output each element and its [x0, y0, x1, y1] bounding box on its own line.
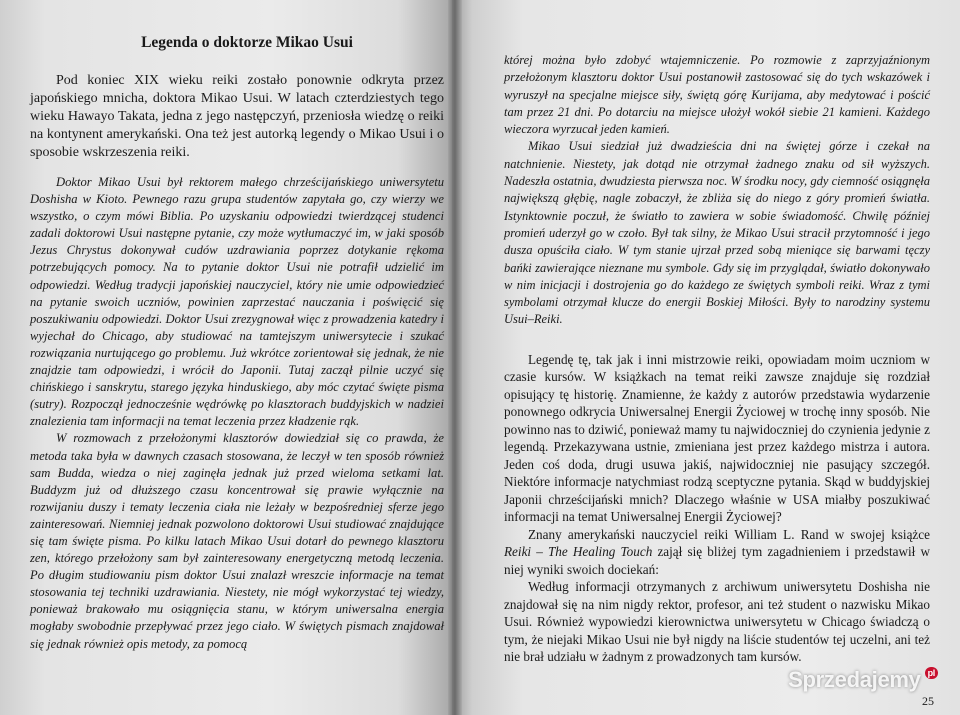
book-title-reference: Reiki – The Healing Touch [504, 544, 653, 560]
commentary-text-a: Znany amerykański nauczyciel reiki William L. Rand w swojej książce [528, 526, 930, 542]
section-gap [504, 329, 930, 351]
paragraph-gap [30, 162, 444, 174]
commentary-paragraph-1: Legendę tę, tak jak i inni mistrzowie reiki, opowiadam moim uczniom w czasie kursów. W książkach na temat reiki zawsze znajduje się rozdział opisujący tę historię. Znamienne, że każdy z autorów przedstawia wydarzenie ponownego odkrycia Uniwersalnej Energii Życiowej w trochę inny sposób. Nie powinno nas to dziwić, ponieważ mamy tu najwidoczniej do czynienia jedynie z legendą. Przekazywana ustnie, zmieniana jest przez każdego mistrza i autora. Jeden coś doda, drugi usuwa jakiś, najwidoczniej nie pasujący szczegół. Niektóre informacje natychmiast rodzą sceptyczne pytania. Skąd w buddyjskiej Japonii chrześcijański mnich? Dlaczego właśnie w USA miałby poszukiwać informacji na temat Uniwersalnej Energii Życiowej? [504, 351, 930, 525]
page-number: 25 [922, 694, 934, 708]
left-page [0, 0, 452, 715]
legend-paragraph-3: Mikao Usui siedział już dwadzieścia dni na świętej górze i czekał na natchnienie. Niestety, jak dotąd nie otrzymał żadnego znaku od sił wyższych. Nadeszła ostatnia, dwudziesta pierwsza noc. W środku nocy, gdy ciemność osiągnęła największą głębię, nagle zobaczył, że zbliża się do niego z góry promień światła. Istynktownie poczuł, że światło to zawiera w sobie świadomość. Chwilę później promień uderzył go w czoło. Był tak silny, że Mikao Usui stracił przytomność i jego dusza opuściła ciało. W tym stanie ujrzał przed sobą mieniące się barwami tęczy bańki zawierające nieznane mu symbole. Gdy się im przyglądał, światło dokonywało w nim inicjacji i dostrojenia go do każdego ze świętych symboli reiki. Wraz z tymi symbolami otrzymał klucze do energii Boskiej Miłości. Były to narodziny systemu Usui–Reiki. [504, 139, 930, 327]
book-spine-shadow [448, 0, 462, 715]
commentary-paragraph-3: Według informacji otrzymanych z archiwum uniwersytetu Doshisha nie znajdował się na nim nigdy rektor, profesor, ani też student o nazwisku Mikao Usui. Również wypowiedzi kierownictwa uniwersytetu w Chicago świadczą o tym, że niejaki Mikao Usui nie był nigdy na liście studentów tej uczelni, ani też nie brał udziału w żadnym z prowadzonych tam kursów. [504, 579, 930, 665]
legend-paragraph-1: Doktor Mikao Usui był rektorem małego chrześcijańskiego uniwersytetu Doshisha w Kioto. Pewnego razu grupa studentów zapytała go, czy wierzy we wszystko, o czym mówi Biblia. Po uzyskaniu odpowiedzi twierdzącej studenci zadali doktorowi Usui następne pytanie, czy może wytłumaczyć im, w jaki sposób Jezus Chrystus dokonywał cudów uzdrawiania poprzez dotykanie rękoma potrzebujących pomocy. Na to pytanie doktor Usui nie potrafił udzielić im odpowiedzi. Według tradycji japońskiej nauczyciel, który nie umie odpowiedzieć na pytanie swoich uczniów, powinien zaprzestać nauczania i poświęcić się poszukiwaniu odpowiedzi. Doktor Usui zrezygnował więc z prowadzenia katedry i wyjechał do Chicago, aby studiować na tamtejszym uniwersytecie i szukać rozwiązania nurtującego go problemu. Już wkrótce zorientował się jednak, że nie znajdzie tam odpowiedzi, i wrócił do Japonii. Tutaj zaczął pilnie uczyć się chińskiego i sanskrytu, starego języka hinduskiego, aby móc czytać święte pisma (sutry). Rozpoczął jednocześnie wędrówkę po klasztorach buddyjskich w nadziei znalezienia tam informacji na temat leczenia przez kładzenie rąk. [30, 175, 444, 429]
commentary-text-b: zajął się bliżej tym zagadnieniem i przedstawił w niej wyniki swoich dociekań: [504, 544, 930, 577]
intro-paragraph: Pod koniec XIX wieku reiki zostało ponownie odkryta przez japońskiego mnicha, doktora Mikao Usui. W latach czterdziestych tego wieku Hawayo Takata, jedna z jego następczyń, przeniosła wiedzę o reiki na kontynent amerykański. Ona też jest autorką legendy o Mikao Usui i o sposobie wskrzeszenia reiki. [30, 73, 444, 160]
legend-continuation: której można było zdobyć wtajemniczenie. Po rozmowie z zaprzyjaźnionym przełożonym klasztoru doktor Usui postanowił zastosować się do tych wskazówek i wyruszył na specjalne miejsce siły, świętą górę Kurijama, aby medytować i pościć tam przez 21 dni. Po dotarciu na miejsce ułożył wokół siebie 21 kamieni. Każdego wieczora wyrzucał jeden kamień. [504, 53, 930, 137]
legend-paragraph-2: W rozmowach z przełożonymi klasztorów dowiedział się co prawda, że metoda taka była w dawnych czasach stosowana, że leczył w ten sposób również sam Budda, wiedza o niej zaginęła jednak już przed wieloma setkami lat. Buddyzm już od dłuższego czasu koncentrował się prawie wyłącznie na rozwijaniu duszy i tematy leczenia ciała nie leżały w bezpośredniej sferze jego zainteresowań. Niemniej jednak pozwolono doktorowi Usui studiować znajdujące się tam święte pisma. Po kilku latach Mikao Usui dotarł do pewnego klasztoru zen, którego przełożony sam był zainteresowany energetyczną metodą leczenia. Po długim studiowaniu pism doktor Usui znalazł wreszcie informacje na temat stosowania tej techniki uzdrawiania. Niestety, nie mógł wykorzystać tej wiedzy, ponieważ brakowało mu osiągnięcia stanu, w którym uniwersalna energia mogłaby swobodnie przepływać przez jego ciało. W świętych pismach znajdował się jednak również opis metody, za pomocą [30, 431, 444, 651]
chapter-title: Legenda o doktorze Mikao Usui [141, 34, 353, 51]
commentary-paragraph-2 [504, 526, 930, 579]
right-page [452, 0, 960, 715]
sprzedajemy-watermark-logo: Sprzedajemy pl [788, 667, 938, 693]
